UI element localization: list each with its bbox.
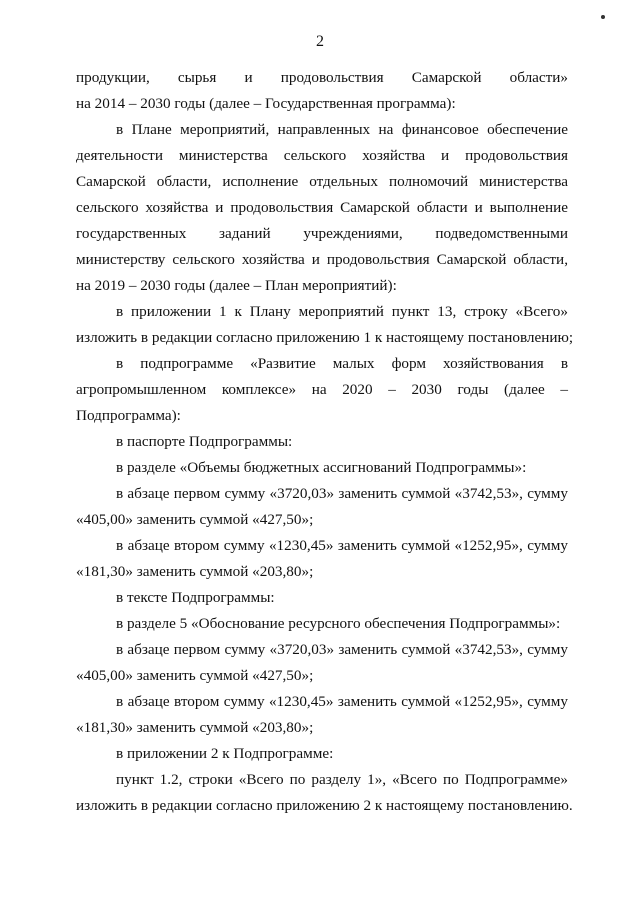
text-line: «181,30» заменить суммой «203,80»; — [76, 719, 314, 736]
text-line: деятельности министерства сельского хозяйства и продовольствия — [76, 147, 568, 164]
text-line: в тексте Подпрограммы: — [116, 589, 275, 606]
text-line: в абзаце втором сумму «1230,45» заменить суммой «1252,95», сумму — [116, 693, 568, 710]
scan-speck — [601, 15, 605, 19]
text-line: в разделе 5 «Обоснование ресурсного обеспечения Подпрограммы»: — [116, 615, 561, 632]
text-line: на 2014 – 2030 годы (далее – Государственная программа): — [76, 95, 456, 112]
text-line: Подпрограмма): — [76, 407, 181, 424]
text-line: в абзаце первом сумму «3720,03» заменить суммой «3742,53», сумму — [116, 485, 568, 502]
text-line: в приложении 2 к Подпрограмме: — [116, 745, 334, 762]
text-line: в паспорте Подпрограммы: — [116, 433, 293, 450]
text-line: в приложении 1 к Плану мероприятий пункт 13, строку «Всего» — [116, 303, 568, 320]
text-line: в абзаце втором сумму «1230,45» заменить суммой «1252,95», сумму — [116, 537, 568, 554]
text-line: государственных заданий учреждениями, подведомственными — [76, 225, 568, 242]
text-line: сельского хозяйства и продовольствия Самарской области и выполнение — [76, 199, 568, 216]
text-line: изложить в редакции согласно приложению 2 к настоящему постановлению. — [76, 797, 573, 814]
text-line: в разделе «Объемы бюджетных ассигнований Подпрограммы»: — [116, 459, 527, 476]
text-line: в Плане мероприятий, направленных на финансовое обеспечение — [116, 121, 568, 138]
text-line: Самарской области, исполнение отдельных полномочий министерства — [76, 173, 568, 190]
text-line: на 2019 – 2030 годы (далее – План мероприятий): — [76, 277, 397, 294]
text-line: министерству сельского хозяйства и продовольствия Самарской области, — [76, 251, 568, 268]
text-line: «405,00» заменить суммой «427,50»; — [76, 511, 314, 528]
text-line: пункт 1.2, строки «Всего по разделу 1», «Всего по Подпрограмме» — [116, 771, 568, 788]
text-line: «405,00» заменить суммой «427,50»; — [76, 667, 314, 684]
text-line: продукции, сырья и продовольствия Самарской области» — [76, 69, 568, 86]
text-line: в абзаце первом сумму «3720,03» заменить суммой «3742,53», сумму — [116, 641, 568, 658]
text-line: «181,30» заменить суммой «203,80»; — [76, 563, 314, 580]
page-number: 2 — [316, 33, 324, 50]
text-line: в подпрограмме «Развитие малых форм хозяйствования в — [116, 355, 568, 372]
text-line: изложить в редакции согласно приложению 1 к настоящему постановлению; — [76, 329, 574, 346]
text-line: агропромышленном комплексе» на 2020 – 2030 годы (далее – — [76, 381, 568, 398]
